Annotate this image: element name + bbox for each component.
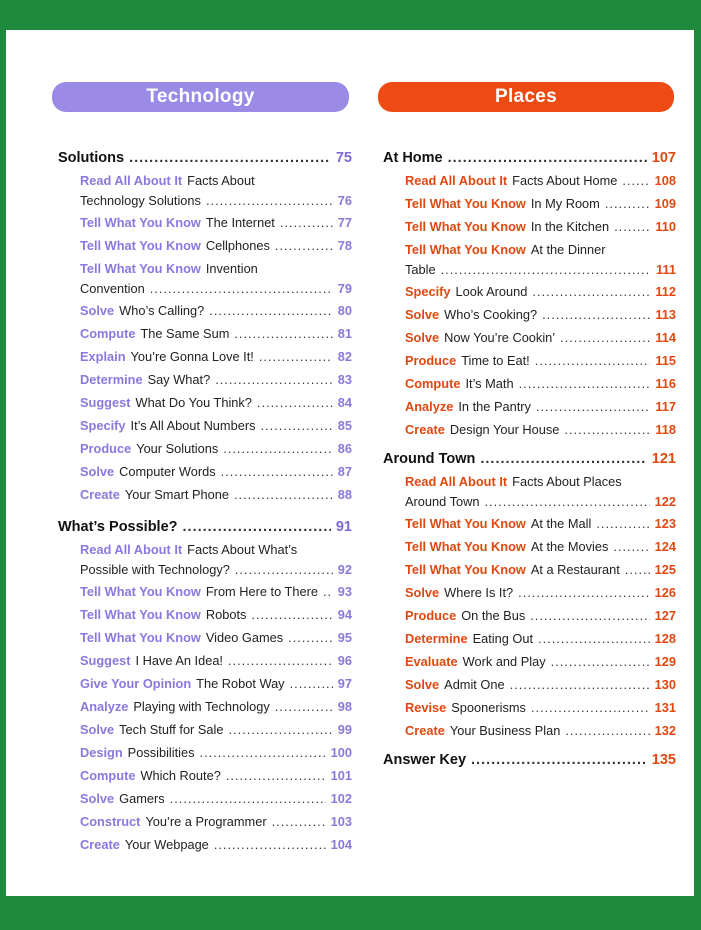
dot-leader	[560, 330, 650, 345]
toc-entry[interactable]	[383, 284, 676, 307]
entry-page-number: 99	[337, 722, 352, 737]
entry-page-number: 127	[654, 608, 676, 623]
entry-title-continued: Technology Solutions	[80, 193, 201, 208]
entry-page-number: 125	[654, 562, 676, 577]
entry-title-continued: Convention	[80, 281, 145, 296]
toc-entry[interactable]	[58, 676, 352, 699]
entry-skill: Tell What You Know	[405, 219, 526, 234]
entry-skill: Read All About It	[405, 474, 508, 489]
entry-page-number: 88	[337, 487, 352, 502]
entry-skill: Tell What You Know	[80, 630, 201, 645]
dot-leader	[206, 193, 333, 208]
entry-skill: Design	[80, 745, 123, 760]
entry-page-number: 77	[337, 215, 352, 230]
entry-title: At the Mall	[530, 516, 592, 531]
entry-page-number: 122	[654, 494, 676, 509]
entry-skill: Solve	[80, 722, 115, 737]
dot-leader	[129, 150, 331, 166]
dot-leader	[200, 745, 326, 760]
entry-skill: Solve	[80, 791, 115, 806]
entry-title: It’s All About Numbers	[130, 418, 256, 433]
entry-skill: Determine	[405, 631, 468, 646]
entry-page-number: 130	[654, 677, 676, 692]
dot-leader	[214, 837, 326, 852]
entry-page-number: 94	[337, 607, 352, 622]
entry-first-line	[80, 542, 352, 562]
toc-entry[interactable]	[58, 349, 352, 372]
toc-entry[interactable]	[383, 654, 676, 677]
toc-entry[interactable]	[58, 837, 352, 860]
entry-skill: Tell What You Know	[80, 215, 201, 230]
dot-leader	[260, 418, 332, 433]
toc-entry[interactable]	[383, 219, 676, 242]
entry-second-line	[405, 262, 676, 277]
entry-title: Which Route?	[140, 768, 221, 783]
entry-first-line	[405, 474, 676, 494]
entry-page-number: 101	[330, 768, 352, 783]
entry-skill: Solve	[405, 330, 440, 345]
dot-leader	[605, 196, 650, 211]
entry-second-line	[80, 281, 352, 296]
entry-title: Your Solutions	[136, 441, 219, 456]
toc-entry[interactable]	[58, 722, 352, 745]
entry-skill: Tell What You Know	[80, 607, 201, 622]
entry-page-number: 132	[654, 723, 676, 738]
entry-title: Your Smart Phone	[124, 487, 229, 502]
entry-title: Say What?	[147, 372, 211, 387]
entry-skill: Tell What You Know	[405, 516, 526, 531]
entry-skill: Suggest	[80, 395, 131, 410]
entry-page-number: 124	[654, 539, 676, 554]
entry-page-number: 96	[337, 653, 352, 668]
entry-title: What Do You Think?	[135, 395, 252, 410]
entry-skill: Tell What You Know	[80, 261, 201, 276]
dot-leader	[257, 395, 333, 410]
technology-banner	[52, 82, 349, 112]
toc-entry[interactable]	[58, 791, 352, 814]
toc-entry[interactable]	[58, 653, 352, 676]
dot-leader	[441, 262, 651, 277]
toc-entry[interactable]	[58, 303, 352, 326]
entry-skill: Create	[405, 723, 445, 738]
entry-first-line	[80, 173, 352, 193]
entry-title: Possibilities	[127, 745, 195, 760]
dot-leader	[625, 562, 650, 577]
entry-skill: Solve	[80, 464, 115, 479]
entry-page-number: 93	[337, 584, 352, 599]
entry-page-number: 114	[655, 330, 676, 345]
entry-skill: Solve	[405, 585, 440, 600]
dot-leader	[234, 487, 333, 502]
entry-first-line	[80, 261, 352, 281]
entry-skill: Specify	[405, 284, 451, 299]
entry-title-continued: Table	[405, 262, 436, 277]
entry-title: It’s Math	[465, 376, 514, 391]
entry-page-number: 84	[337, 395, 352, 410]
dot-leader	[150, 281, 333, 296]
entry-title: From Here to There	[205, 584, 318, 599]
entry-skill: Tell What You Know	[80, 584, 201, 599]
entry-title: Facts About Home	[512, 173, 618, 188]
dot-leader	[622, 173, 649, 188]
dot-leader	[471, 752, 647, 768]
dot-leader	[223, 441, 333, 456]
entry-skill: Solve	[405, 677, 440, 692]
entry-page-number: 131	[654, 700, 676, 715]
entry-title: You’re Gonna Love It!	[130, 349, 254, 364]
section-page-number: 75	[335, 150, 352, 166]
toc-entry[interactable]	[383, 422, 676, 445]
entry-skill: Compute	[80, 326, 136, 341]
entry-title: You’re a Programmer	[145, 814, 267, 829]
entry-title: Cellphones	[205, 238, 270, 253]
entry-page-number: 82	[337, 349, 352, 364]
dot-leader	[448, 150, 647, 166]
entry-page-number: 118	[655, 422, 676, 437]
entry-skill: Suggest	[80, 653, 131, 668]
entry-page-number: 126	[654, 585, 676, 600]
entry-page-number: 80	[337, 303, 352, 318]
entry-skill: Tell What You Know	[80, 238, 201, 253]
entry-first-line	[405, 242, 676, 262]
entry-page-number: 113	[655, 307, 676, 322]
entry-page-number: 97	[337, 676, 352, 691]
entry-title: The Robot Way	[196, 676, 285, 691]
toc-entry[interactable]	[58, 464, 352, 487]
toc-entry[interactable]	[383, 474, 676, 516]
entry-page-number: 83	[337, 372, 352, 387]
entry-skill: Read All About It	[80, 542, 183, 557]
places-banner	[378, 82, 674, 112]
entry-page-number: 76	[337, 193, 352, 208]
toc-entry[interactable]	[58, 441, 352, 464]
dot-leader	[280, 215, 333, 230]
section-page-number: 91	[335, 519, 352, 535]
entry-skill: Compute	[405, 376, 461, 391]
entry-skill: Tell What You Know	[405, 539, 526, 554]
toc-entry[interactable]	[383, 242, 676, 284]
dot-leader	[564, 422, 650, 437]
toc-entry[interactable]	[383, 677, 676, 700]
entry-second-line	[80, 562, 352, 577]
entry-title: In My Room	[530, 196, 600, 211]
entry-skill: Revise	[405, 700, 447, 715]
dot-leader	[228, 653, 333, 668]
toc-entry[interactable]	[58, 326, 352, 349]
entry-page-number: 112	[655, 284, 676, 299]
section-page-number: 135	[651, 752, 676, 768]
entry-page-number: 86	[337, 441, 352, 456]
toc-entry[interactable]	[383, 376, 676, 399]
toc-entry[interactable]	[383, 723, 676, 746]
entry-page-number: 104	[330, 837, 352, 852]
dot-leader	[209, 303, 332, 318]
entry-skill: Produce	[405, 608, 457, 623]
entry-second-line	[80, 193, 352, 208]
entry-skill: Solve	[80, 303, 115, 318]
toc-entry[interactable]	[58, 768, 352, 791]
entry-title-continued: Around Town	[405, 494, 480, 509]
dot-leader	[170, 791, 326, 806]
entry-skill: Determine	[80, 372, 143, 387]
dot-leader	[530, 608, 649, 623]
entry-title: Video Games	[205, 630, 284, 645]
toc-entry[interactable]	[58, 745, 352, 768]
dot-leader	[183, 519, 331, 535]
entry-title: Where Is It?	[444, 585, 514, 600]
section-heading[interactable]	[58, 519, 352, 542]
dot-leader	[235, 562, 333, 577]
dot-leader	[323, 584, 333, 599]
toc-entry[interactable]	[383, 608, 676, 631]
entry-page-number: 79	[337, 281, 352, 296]
entry-title: Computer Words	[119, 464, 216, 479]
dot-leader	[275, 699, 333, 714]
dot-leader	[272, 814, 326, 829]
toc-entry[interactable]	[58, 607, 352, 630]
entry-page-number: 92	[337, 562, 352, 577]
entry-title: Spoonerisms	[451, 700, 526, 715]
entry-title: The Same Sum	[140, 326, 230, 341]
technology-title: Technology	[146, 86, 255, 107]
toc-entry[interactable]	[58, 372, 352, 395]
entry-skill: Tell What You Know	[405, 562, 526, 577]
entry-page-number: 108	[654, 173, 676, 188]
dot-leader	[596, 516, 649, 531]
entry-page-number: 116	[655, 376, 676, 391]
entry-title: In the Kitchen	[530, 219, 610, 234]
technology-contents	[58, 150, 352, 860]
entry-title: On the Bus	[461, 608, 526, 623]
section-heading[interactable]	[383, 150, 676, 173]
dot-leader	[614, 219, 650, 234]
places-contents	[383, 150, 676, 775]
entry-skill: Give Your Opinion	[80, 676, 192, 691]
toc-entry[interactable]	[58, 630, 352, 653]
entry-page-number: 129	[654, 654, 676, 669]
dot-leader	[542, 307, 650, 322]
entry-title: Work and Play	[462, 654, 546, 669]
toc-entry[interactable]	[383, 562, 676, 585]
entry-skill: Produce	[80, 441, 132, 456]
entry-page-number: 115	[655, 353, 676, 368]
section-title: Around Town	[383, 451, 476, 467]
dot-leader	[613, 539, 649, 554]
dot-leader	[288, 630, 333, 645]
toc-entry[interactable]	[383, 631, 676, 654]
dot-leader	[536, 399, 650, 414]
entry-title: In the Pantry	[458, 399, 531, 414]
entry-skill: Analyze	[80, 699, 129, 714]
entry-skill: Solve	[405, 307, 440, 322]
toc-entry[interactable]	[383, 399, 676, 422]
dot-leader	[251, 607, 332, 622]
entry-title: Playing with Technology	[133, 699, 270, 714]
entry-page-number: 109	[654, 196, 676, 211]
entry-skill: Explain	[80, 349, 126, 364]
toc-entry[interactable]	[383, 700, 676, 723]
toc-entry[interactable]	[58, 542, 352, 584]
entry-title: Look Around	[455, 284, 528, 299]
entry-title: Admit One	[444, 677, 505, 692]
entry-title: Facts About What’s	[187, 542, 298, 557]
toc-entry[interactable]	[58, 699, 352, 722]
entry-title: At the Dinner	[530, 242, 606, 257]
section-heading[interactable]	[383, 451, 676, 474]
entry-title: Robots	[205, 607, 247, 622]
entry-title: Gamers	[119, 791, 165, 806]
dot-leader	[535, 353, 651, 368]
entry-page-number: 103	[330, 814, 352, 829]
entry-page-number: 123	[654, 516, 676, 531]
toc-entry[interactable]	[58, 395, 352, 418]
dot-leader	[221, 464, 333, 479]
dot-leader	[480, 451, 646, 467]
dot-leader	[532, 284, 650, 299]
dot-leader	[484, 494, 649, 509]
entry-page-number: 78	[337, 238, 352, 253]
entry-second-line	[405, 494, 676, 509]
entry-skill: Compute	[80, 768, 136, 783]
section-title: What’s Possible?	[58, 519, 178, 535]
entry-page-number: 102	[330, 791, 352, 806]
toc-entry[interactable]	[383, 516, 676, 539]
entry-skill: Create	[80, 487, 120, 502]
toc-entry[interactable]	[58, 173, 352, 215]
entry-skill: Create	[80, 837, 120, 852]
entry-title: I Have An Idea!	[135, 653, 223, 668]
section-page-number: 107	[651, 150, 676, 166]
entry-title: Your Webpage	[124, 837, 209, 852]
section-heading[interactable]	[383, 752, 676, 775]
entry-page-number: 85	[337, 418, 352, 433]
dot-leader	[290, 676, 333, 691]
entry-page-number: 95	[337, 630, 352, 645]
entry-skill: Analyze	[405, 399, 454, 414]
dot-leader	[229, 722, 333, 737]
entry-page-number: 117	[655, 399, 676, 414]
entry-skill: Specify	[80, 418, 126, 433]
dot-leader	[215, 372, 333, 387]
entry-title: Facts About Places	[512, 474, 622, 489]
entry-page-number: 98	[337, 699, 352, 714]
entry-title-continued: Possible with Technology?	[80, 562, 230, 577]
entry-skill: Evaluate	[405, 654, 458, 669]
entry-page-number: 87	[337, 464, 352, 479]
toc-entry[interactable]	[383, 353, 676, 376]
section-title: Solutions	[58, 150, 125, 166]
entry-title: Tech Stuff for Sale	[119, 722, 224, 737]
dot-leader	[518, 585, 650, 600]
toc-entry[interactable]	[58, 261, 352, 303]
entry-title: The Internet	[205, 215, 275, 230]
dot-leader	[275, 238, 333, 253]
section-title: At Home	[383, 150, 443, 166]
toc-entry[interactable]	[58, 418, 352, 441]
toc-entry[interactable]	[58, 487, 352, 510]
dot-leader	[234, 326, 332, 341]
entry-title: Invention	[205, 261, 258, 276]
entry-page-number: 100	[330, 745, 352, 760]
dot-leader	[538, 631, 650, 646]
toc-entry[interactable]	[58, 215, 352, 238]
dot-leader	[259, 349, 333, 364]
toc-entry[interactable]	[383, 307, 676, 330]
entry-title: Time to Eat!	[461, 353, 530, 368]
toc-entry[interactable]	[383, 539, 676, 562]
entry-title: Who’s Cooking?	[444, 307, 538, 322]
entry-page-number: 110	[655, 219, 676, 234]
entry-skill: Produce	[405, 353, 457, 368]
section-heading[interactable]	[58, 150, 352, 173]
toc-entry[interactable]	[383, 585, 676, 608]
entry-title: Your Business Plan	[449, 723, 561, 738]
entry-title: Now You’re Cookin’	[444, 330, 556, 345]
toc-entry[interactable]	[383, 173, 676, 196]
entry-skill: Tell What You Know	[405, 196, 526, 211]
dot-leader	[519, 376, 651, 391]
entry-title: Eating Out	[472, 631, 534, 646]
entry-title: At the Movies	[530, 539, 609, 554]
dot-leader	[226, 768, 326, 783]
toc-entry[interactable]	[58, 814, 352, 837]
entry-skill: Read All About It	[80, 173, 183, 188]
toc-entry[interactable]	[58, 584, 352, 607]
entry-skill: Read All About It	[405, 173, 508, 188]
entry-title: Design Your House	[449, 422, 560, 437]
dot-leader	[510, 677, 650, 692]
section-page-number: 121	[651, 451, 676, 467]
dot-leader	[565, 723, 649, 738]
toc-entry[interactable]	[383, 196, 676, 219]
entry-skill: Construct	[80, 814, 141, 829]
entry-page-number: 81	[337, 326, 352, 341]
entry-title: Facts About	[187, 173, 255, 188]
places-title: Places	[494, 86, 558, 107]
entry-skill: Create	[405, 422, 445, 437]
dot-leader	[551, 654, 650, 669]
dot-leader	[531, 700, 650, 715]
toc-entry[interactable]	[383, 330, 676, 353]
entry-title: At a Restaurant	[530, 562, 620, 577]
entry-skill: Tell What You Know	[405, 242, 526, 257]
section-title: Answer Key	[383, 752, 467, 768]
entry-page-number: 128	[654, 631, 676, 646]
entry-page-number: 111	[656, 262, 676, 277]
toc-entry[interactable]	[58, 238, 352, 261]
entry-title: Who’s Calling?	[119, 303, 205, 318]
